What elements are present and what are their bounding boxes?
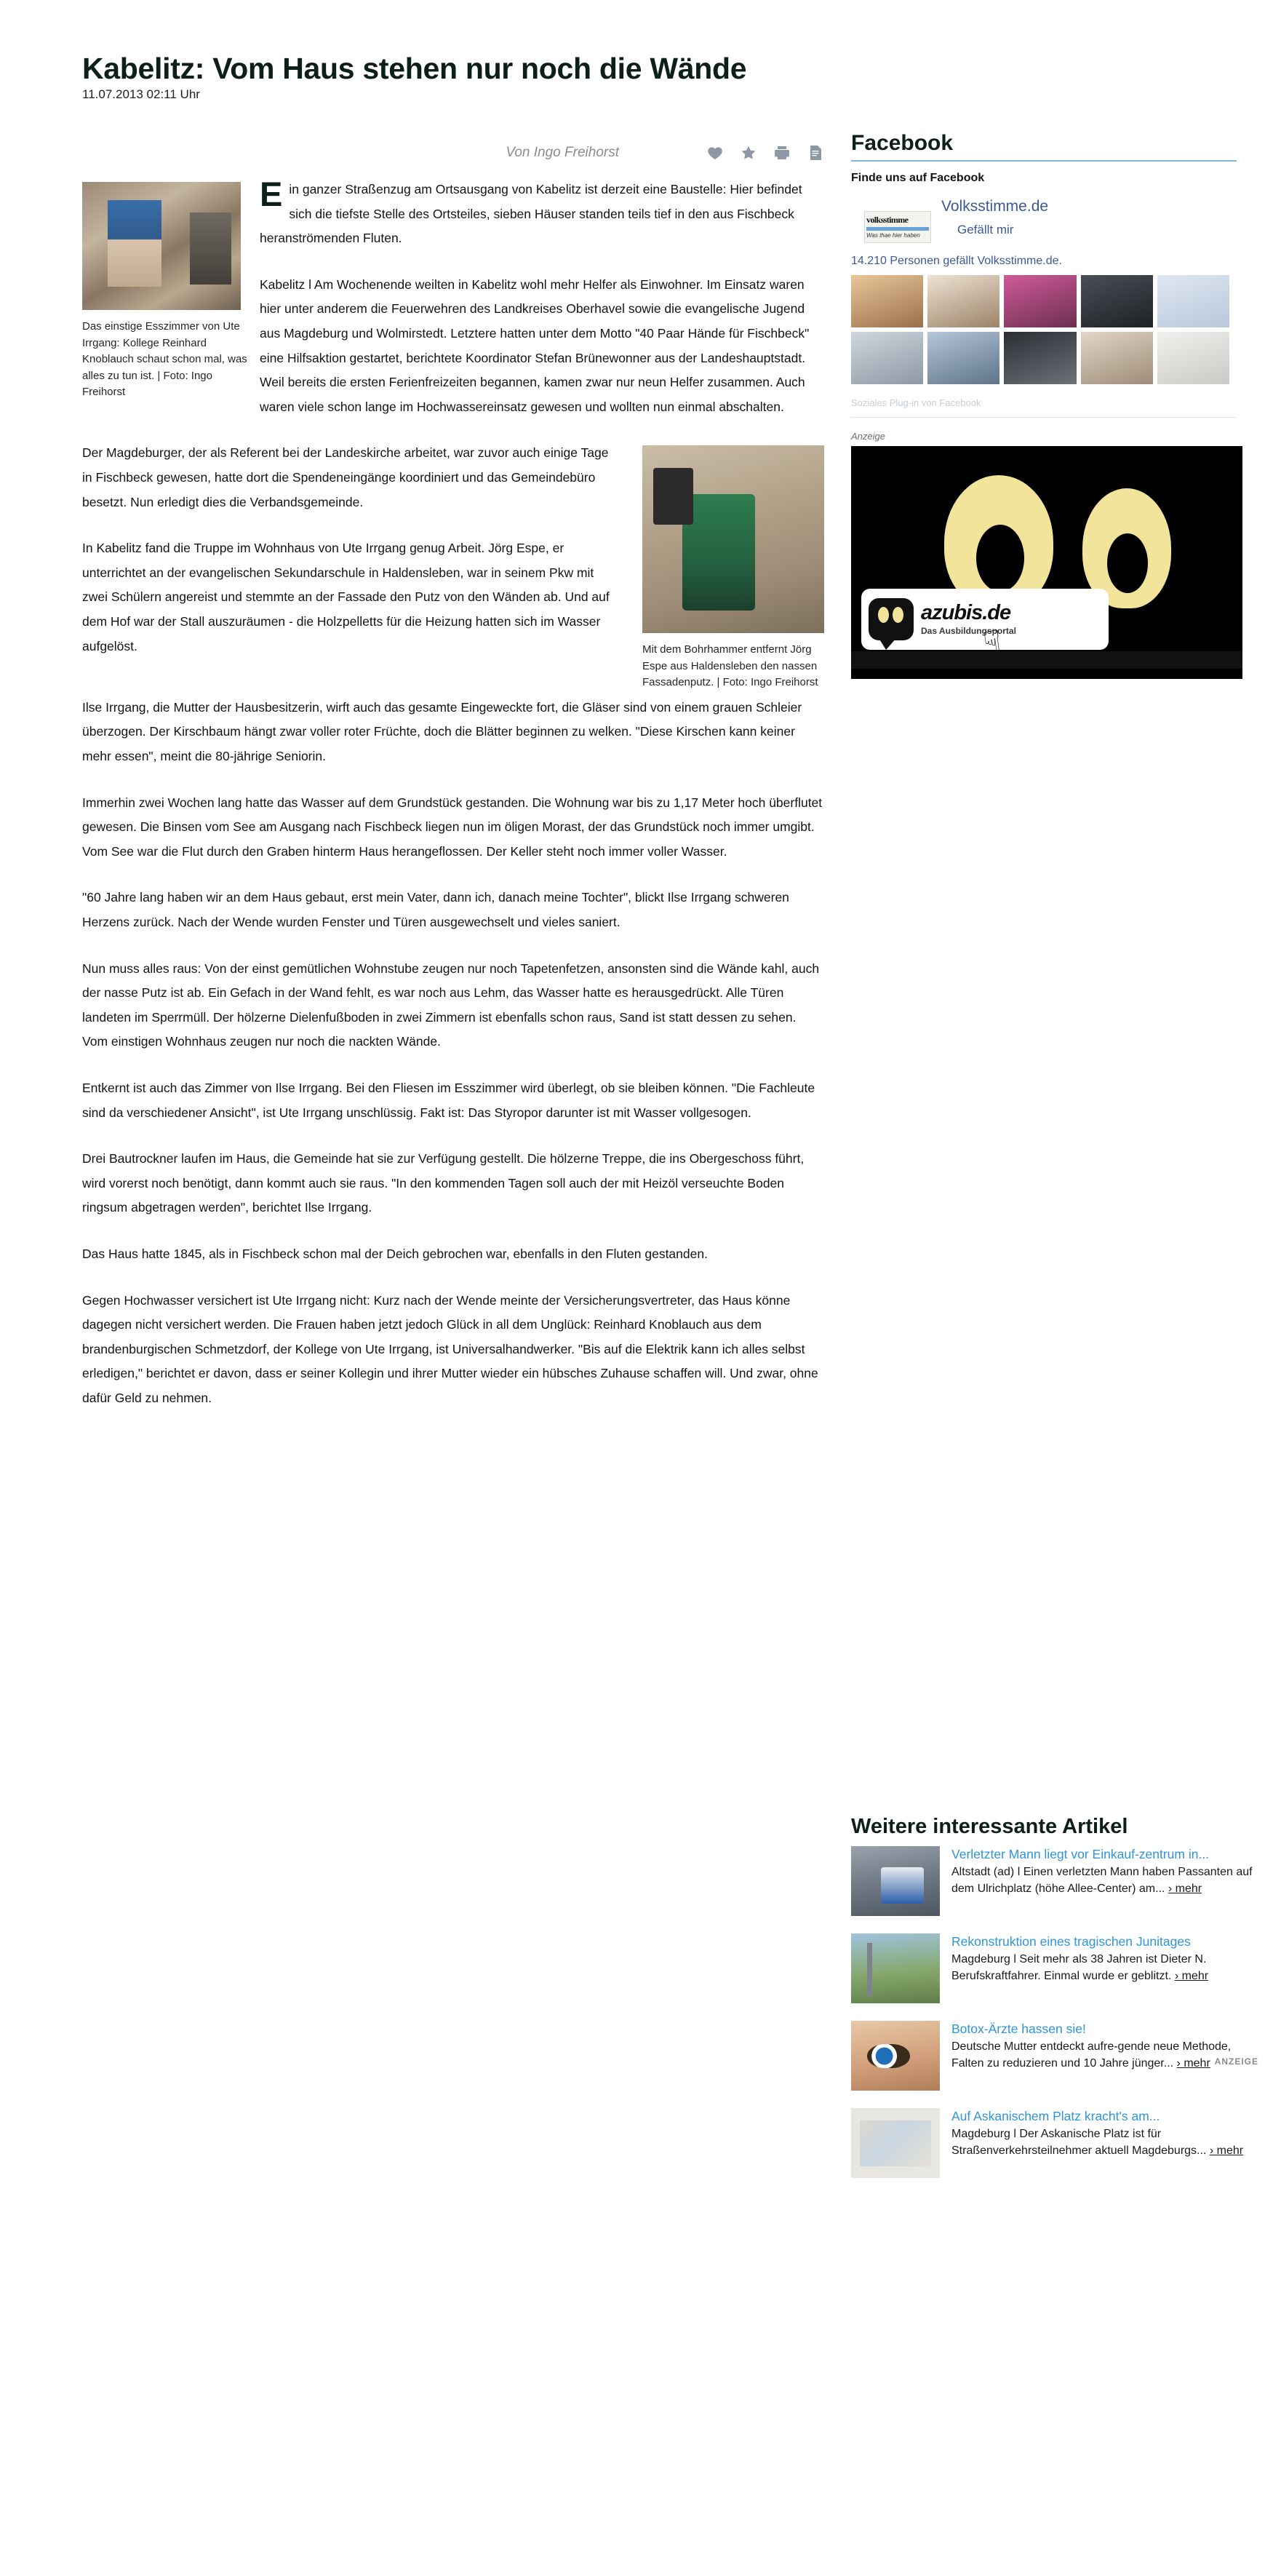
related-more-link[interactable]: › mehr [1168,1882,1202,1895]
article-paragraph: Nun muss alles raus: Von der einst gemütlichen Wohnstube zeugen nur noch Tapetenfetzen, ansonsten sind die Wände kahl, auch der nasse Putz ist ab. Ein Gefach in der Wand fehlt, es war noch aus Lehm, das Wasser hatte es herausgedrückt. Alle Türen landeten im Sperrmüll. Der hölzerne Dielenfußboden in zwei Zimmern ist ebenfalls schon raus, Sand ist statt dessen zu sehen. Vom einstigen Wohnhaus zeugen nur noch die nackten Wände. [82,961,820,1049]
article-paragraph: Der Magdeburger, der als Referent bei der Landeskirche arbeitet, war zuvor auch einige Tage in Fischbeck gewesen, hatte dort die Spendeneingänge koordiniert und das Gemeindebüro besetzt. Nun erledigt dies die Verbandsgemeinde. [82,445,609,509]
related-title-link[interactable]: Auf Askanischem Platz kracht's am... [951,2108,1160,2123]
logo-bar [866,227,929,231]
author-byline: Von Ingo Freihorst [506,145,619,160]
figure-caption-2: Mit dem Bohrhammer entfernt Jörg Espe aus Haldensleben den nassen Fassadenputz. | Foto: Ingo Freihorst [642,643,818,689]
related-excerpt-text: Altstadt (ad) l Einen verletzten Mann haben Passanten auf dem Ulrichplatz (höhe Allee-Center) am... [951,1865,1253,1895]
avatar[interactable] [927,275,999,327]
article-paragraph: Drei Bautrockner laufen im Haus, die Gemeinde hat sie zur Verfügung gestellt. Die hölzerne Treppe, die ins Obergeschoss führt, wird vorerst noch benötigt, dann kommt auch sie raus. "In den kommenden Tagen soll auch der mit Heizöl verseuchte Boden ringsum abgetragen werden", berichtet Ilse Irrgang. [82,1151,805,1215]
related-more-link[interactable]: › mehr [1176,2056,1210,2070]
facebook-brand-row [864,198,1237,243]
print-icon[interactable] [773,144,791,162]
article-paragraph: Entkernt ist auch das Zimmer von Ilse Irrgang. Bei den Fliesen im Esszimmer wird überlegt, ob sie bleiben können. "Die Fachleute sind da verschiedener Ansicht", ist Ute Irrgang unschlüssig. Fakt ist: Das Styropor darunter ist mit Wasser vollgesogen. [82,1080,815,1120]
list-item[interactable] [851,2021,1258,2091]
related-articles-heading: Weitere interessante Artikel [851,1814,1128,1838]
facebook-page-name[interactable]: Volksstimme.de [941,197,1049,215]
lead-text: in ganzer Straßenzug am Ortsausgang von Kabelitz ist derzeit eine Baustelle: Hier befindet sich die tiefste Stelle des Ortsteiles, sieben Häuser standen teils tief in den aus Fischbeck heranströmenden Fluten. [260,182,802,246]
avatar[interactable] [1157,275,1229,327]
related-title-link[interactable]: Botox-Ärzte hassen sie! [951,2021,1086,2036]
related-excerpt [951,1952,1258,1984]
related-thumbnail[interactable] [851,2108,940,2178]
avatar[interactable] [1004,275,1076,327]
article-paragraph: Das Haus hatte 1845, als in Fischbeck schon mal der Deich gebrochen war, ebenfalls in den Fluten gestanden. [82,1246,708,1261]
advert-tagline: Das Ausbildungsportal [921,625,1016,636]
avatar[interactable] [1157,332,1229,384]
related-title-link[interactable]: Verletzter Mann liegt vor Einkauf-zentrum in... [951,1846,1210,1861]
bubble-eye-left [878,607,889,623]
avatar[interactable] [851,275,923,327]
facebook-like-count [851,255,1237,268]
article-action-icons [706,144,824,162]
advert-brand-text [921,600,1016,636]
cursor-hand-icon: ☟ [981,624,1004,659]
bubble-eye-right [893,607,903,623]
related-body [951,1846,1258,1916]
list-item[interactable] [851,2108,1258,2178]
advert-brand-name: azubis.de [921,600,1011,624]
pupil-right [1107,533,1148,593]
document-icon[interactable] [807,144,824,162]
page-title: Kabelitz: Vom Haus stehen nur noch die Wände [82,52,747,86]
like-count-page-link[interactable]: Volksstimme.de [977,254,1059,267]
related-articles-section [851,1814,1258,2178]
advert-bottom-bar [851,651,1242,669]
related-excerpt [951,2126,1258,2159]
facebook-friend-faces [851,275,1229,384]
article-figure-2 [642,445,824,691]
list-item[interactable] [851,1846,1258,1916]
related-more-link[interactable]: › mehr [1174,1969,1209,1982]
avatar[interactable] [1081,332,1153,384]
figure-caption-1: Das einstige Esszimmer von Ute Irrgang: Kollege Reinhard Knoblauch schaut schon mal, was alles zu tun ist. | Foto: Ingo Freihorst [82,320,247,398]
avatar[interactable] [927,332,999,384]
facebook-subtitle: Finde uns auf Facebook [851,171,985,184]
logo-wordmark: volksstimme [866,214,909,225]
facebook-brand-text [941,198,1048,237]
related-thumbnail[interactable] [851,1933,940,2003]
drop-cap: E [260,175,283,213]
list-item[interactable] [851,1933,1258,2003]
speech-bubble-icon [869,598,914,640]
article-figure-1 [82,182,247,401]
avatar[interactable] [851,332,923,384]
facebook-plugin-footer: Soziales Plug-in von Facebook [851,397,981,408]
article-paragraph: Kabelitz l Am Wochenende weilten in Kabelitz wohl mehr Helfer als Einwohner. Im Einsatz waren hier unter anderem die Feuerwehren des Landkreises Oberhavel sowie die evangelische Jugend aus Magdeburg und Wolmirstedt. Letztere hatten unter dem Motto "40 Paar Hände für Fischbeck" eine Hilfsaktion gestartet, berichtete Koordinator Stefan Brünewonner aus der Landeshauptstadt. Weil bereits die ersten Ferienfreizeiten begannen, kamen zwar nur neun Helfer zusammen. Auch waren viele schon lange im Hochwassereinsatz gewesen und wollten nun einmal abschalten. [260,277,810,414]
facebook-widget [851,131,1237,418]
logo-tagline: Was thae hier haben [866,231,920,239]
related-more-link[interactable]: › mehr [1209,2144,1244,2157]
advert-label: Anzeige [851,430,885,442]
related-body [951,1933,1258,2003]
volksstimme-logo [864,211,931,243]
facebook-like-button[interactable]: Gefällt mir [957,222,1014,236]
article-paragraph: "60 Jahre lang haben wir an dem Haus gebaut, erst mein Vater, dann ich, danach meine Tochter", blickt Ilse Irrgang schweren Herzens zurück. Nach der Wende wurden Fenster und Türen ausgewechselt und vieles saniert. [82,890,789,929]
related-excerpt-text: Deutsche Mutter entdeckt aufre-gende neue Methode, Falten zu reduzieren und 10 Jahre jünger... [951,2040,1232,2070]
sidebar-divider [851,417,1237,418]
like-count-prefix: 14.210 Personen gefällt [851,254,978,267]
related-body [951,2021,1258,2091]
avatar[interactable] [1081,275,1153,327]
article-paragraph: Ilse Irrgang, die Mutter der Hausbesitzerin, wirft auch das gesamte Eingeweckte fort, die Gläser sind von einem grauen Schleier überzogen. Der Kirschbaum hängt zwar voller roter Früchte, doch die Blätter beginnen zu welken. "Diese Kirschen kann keiner mehr essen", meint die 80-jährige Seniorin. [82,699,802,764]
pupil-left [976,525,1024,592]
heart-icon[interactable] [706,144,724,162]
related-excerpt-text: Magdeburg l Der Askanische Platz ist für Straßenverkehrsteilnehmer aktuell Magdeburgs... [951,2127,1207,2157]
article-paragraph: Gegen Hochwasser versichert ist Ute Irrgang nicht: Kurz nach der Wende meinte der Versicherungsvertreter, das Haus könne dagegen nicht versichert werden. Die Frauen haben jetzt jedoch Glück in all dem Unglück: Reinhard Knoblauch aus dem brandenburgischen Schmetzdorf, der Kollege von Ute Irrgang, ist Universalhandwerker. "Bis auf die Elektrik kann ich alles selbst erledigen," berichtet er davon, dass er seiner Kollegin und ihrer Mutter wieder ein hübsches Zuhause schaffen will. Und zwar, ohne dafür Geld zu nehmen. [82,1292,818,1405]
bubble-tail [879,638,896,650]
sidebar [851,131,1258,2195]
byline-row [82,138,824,167]
facebook-divider [851,160,1237,162]
like-count-suffix: . [1058,254,1062,267]
publish-timestamp: 11.07.2013 02:11 Uhr [82,87,200,101]
related-thumbnail[interactable] [851,2021,940,2091]
related-excerpt [951,1864,1258,1897]
article-paragraph: In Kabelitz fand die Truppe im Wohnhaus von Ute Irrgang genug Arbeit. Jörg Espe, er unterrichtet an der evangelischen Sekundarschule in Haldensleben, war in seinem Pkw mit zwei Schülern angereist und stemmte an der Fassade den Putz von den Wänden ab. Und auf dem Hof war der Stall auszuräumen - die Holzpelletts für die Heizung hatten sich im Wasser aufgelöst. [82,541,610,653]
article-main-column [82,138,824,1433]
star-icon[interactable] [740,144,757,162]
related-thumbnail[interactable] [851,1846,940,1916]
article-photo-2 [642,445,824,633]
facebook-heading: Facebook [851,131,954,155]
related-excerpt-text: Magdeburg l Seit mehr als 38 Jahren ist Dieter N. Berufskraftfahrer. Einmal wurde er geblitzt. [951,1952,1207,1982]
avatar[interactable] [1004,332,1076,384]
article-photo-1 [82,182,241,310]
related-title-link[interactable]: Rekonstruktion eines tragischen Junitages [951,1933,1191,1949]
advert-banner[interactable] [851,446,1242,679]
related-body [951,2108,1258,2178]
sponsored-badge: ANZEIGE [1214,2056,1258,2067]
article-paragraph: Immerhin zwei Wochen lang hatte das Wasser auf dem Grundstück gestanden. Die Wohnung war bis zu 1,17 Meter hoch überflutet gewesen. Die Binsen vom See am Ausgang nach Fischbeck liegen nun im öligen Morast, der das Grundstück noch immer umgibt. Vom See war die Flut durch den Graben hinterm Haus herangeflossen. Der Keller steht noch immer voller Wasser. [82,795,823,859]
related-excerpt [951,2039,1258,2072]
